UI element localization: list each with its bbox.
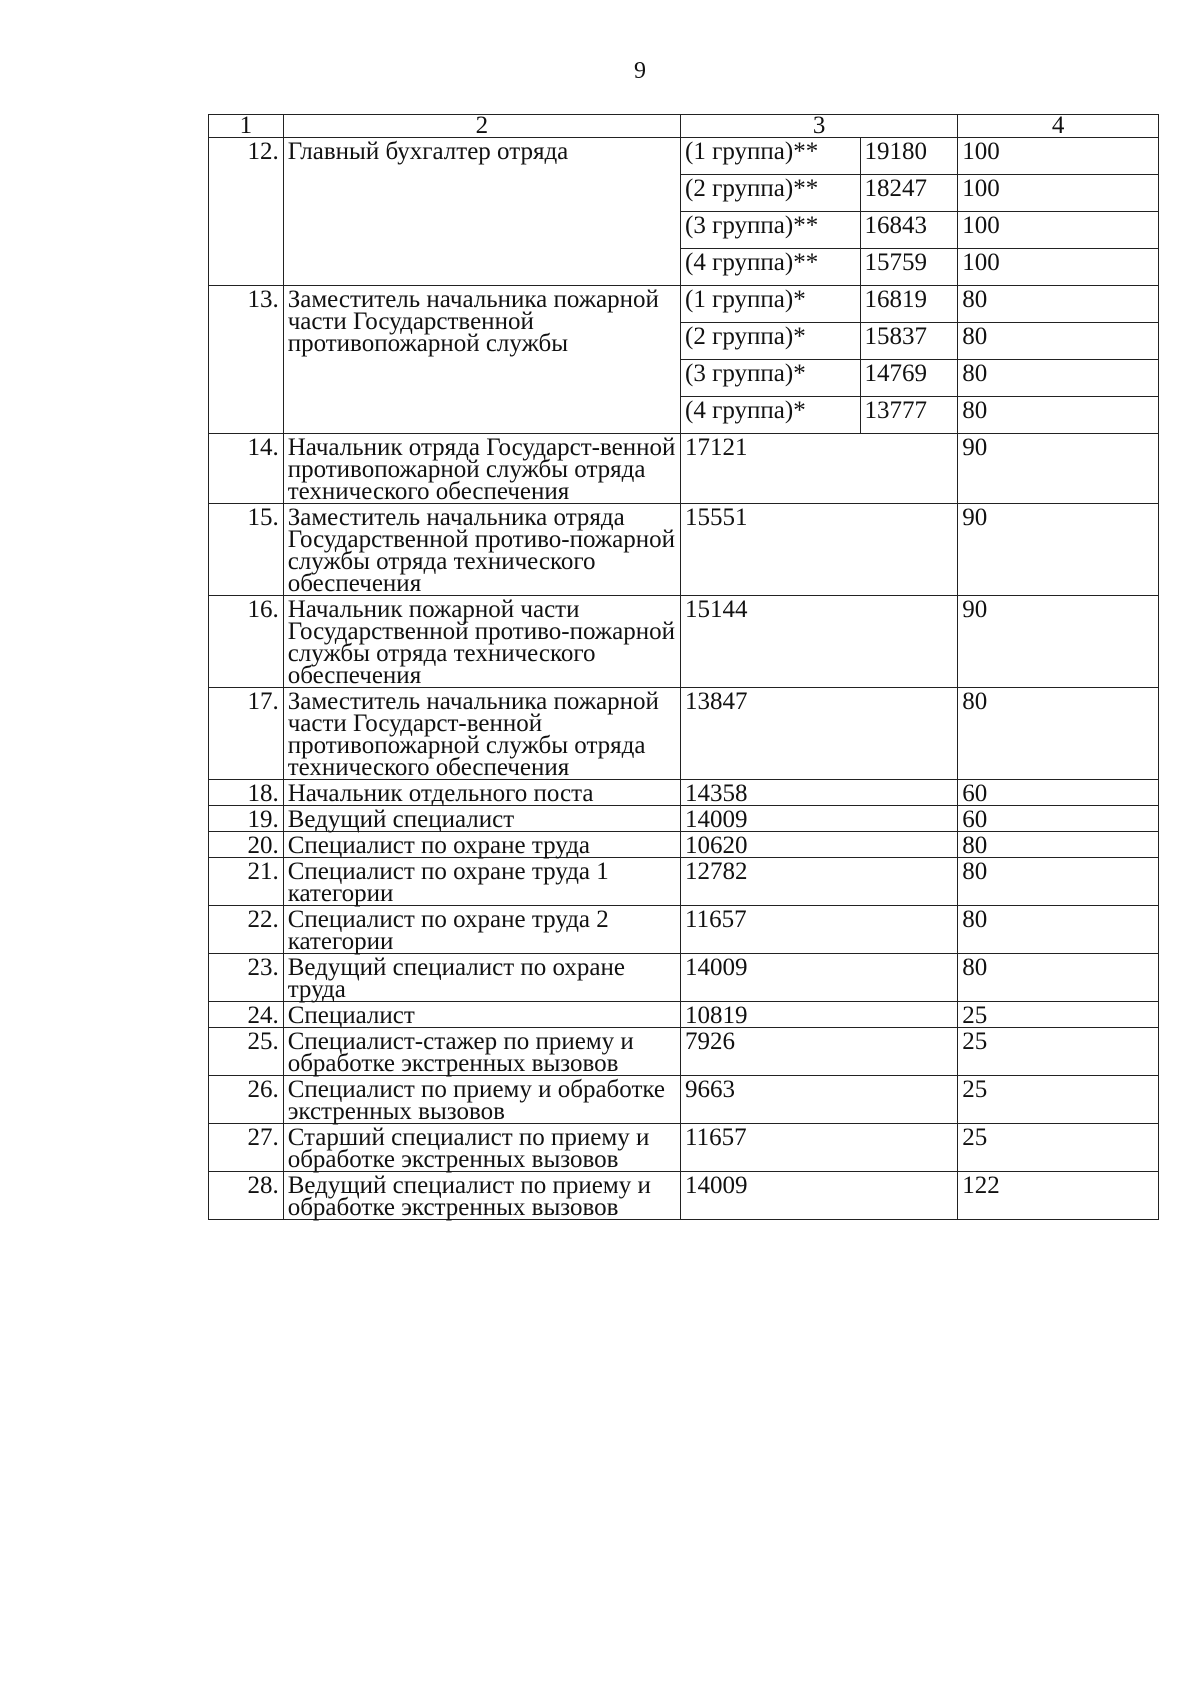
salary-value: 13777 (860, 397, 958, 434)
position-name: Специалист по приему и обработке экстренных вызовов (283, 1076, 680, 1124)
position-name: Старший специалист по приему и обработке экстренных вызовов (283, 1124, 680, 1172)
table-row (209, 906, 1159, 954)
row-number: 18. (209, 780, 284, 806)
position-name: Специалист по охране труда (283, 832, 680, 858)
position-name: Ведущий специалист по охране труда (283, 954, 680, 1002)
table-row (209, 858, 1159, 906)
rate-value: 60 (958, 806, 1159, 832)
table-header-row (209, 115, 1159, 138)
row-number: 17. (209, 688, 284, 780)
group-label: (2 группа)* (681, 323, 860, 360)
group-label: (4 группа)** (681, 249, 860, 286)
row-number: 21. (209, 858, 284, 906)
row-number: 15. (209, 504, 284, 596)
salary-value: 11657 (681, 906, 958, 954)
rate-value: 80 (958, 954, 1159, 1002)
rate-value: 80 (958, 323, 1159, 360)
row-number: 28. (209, 1172, 284, 1220)
rate-value: 80 (958, 906, 1159, 954)
rate-value: 80 (958, 858, 1159, 906)
staff-salary-table (208, 114, 1159, 1220)
row-number: 12. (209, 138, 284, 286)
group-label: (4 группа)* (681, 397, 860, 434)
header-col-4: 4 (958, 115, 1159, 138)
rate-value: 100 (958, 212, 1159, 249)
salary-value: 18247 (860, 175, 958, 212)
salary-value: 9663 (681, 1076, 958, 1124)
row-number: 13. (209, 286, 284, 434)
table-row (209, 1002, 1159, 1028)
group-label: (1 группа)* (681, 286, 860, 323)
salary-value: 14009 (681, 806, 958, 832)
table-row (209, 780, 1159, 806)
salary-value: 12782 (681, 858, 958, 906)
group-label: (1 группа)** (681, 138, 860, 175)
salary-value: 11657 (681, 1124, 958, 1172)
table-row (209, 138, 1159, 175)
row-number: 24. (209, 1002, 284, 1028)
salary-value: 15837 (860, 323, 958, 360)
table-row (209, 1076, 1159, 1124)
row-number: 14. (209, 434, 284, 504)
rate-value: 90 (958, 504, 1159, 596)
position-name: Ведущий специалист (283, 806, 680, 832)
salary-value: 17121 (681, 434, 958, 504)
rate-value: 100 (958, 249, 1159, 286)
table-row (209, 832, 1159, 858)
row-number: 23. (209, 954, 284, 1002)
position-name: Заместитель начальника пожарной части Государст-венной противопожарной службы отряда технического обеспечения (283, 688, 680, 780)
header-col-1: 1 (209, 115, 284, 138)
table-row (209, 806, 1159, 832)
row-number: 20. (209, 832, 284, 858)
salary-value: 16819 (860, 286, 958, 323)
table-row (209, 1124, 1159, 1172)
rate-value: 25 (958, 1076, 1159, 1124)
rate-value: 80 (958, 360, 1159, 397)
salary-value: 13847 (681, 688, 958, 780)
salary-value: 16843 (860, 212, 958, 249)
position-name: Заместитель начальника пожарной части Государственной противопожарной службы (283, 286, 680, 434)
rate-value: 25 (958, 1028, 1159, 1076)
position-name: Специалист по охране труда 1 категории (283, 858, 680, 906)
rate-value: 25 (958, 1002, 1159, 1028)
table-row (209, 504, 1159, 596)
group-label: (3 группа)* (681, 360, 860, 397)
salary-value: 10819 (681, 1002, 958, 1028)
salary-value: 14358 (681, 780, 958, 806)
rate-value: 80 (958, 688, 1159, 780)
row-number: 27. (209, 1124, 284, 1172)
position-name: Ведущий специалист по приему и обработке экстренных вызовов (283, 1172, 680, 1220)
rate-value: 60 (958, 780, 1159, 806)
position-name: Начальник отряда Государст-венной противопожарной службы отряда технического обеспечения (283, 434, 680, 504)
table-row (209, 286, 1159, 323)
salary-value: 15759 (860, 249, 958, 286)
header-col-3: 3 (681, 115, 958, 138)
table-row (209, 1028, 1159, 1076)
rate-value: 80 (958, 397, 1159, 434)
rate-value: 100 (958, 175, 1159, 212)
rate-value: 122 (958, 1172, 1159, 1220)
salary-value: 14009 (681, 954, 958, 1002)
rate-value: 90 (958, 596, 1159, 688)
position-name: Главный бухгалтер отряда (283, 138, 680, 286)
row-number: 19. (209, 806, 284, 832)
row-number: 25. (209, 1028, 284, 1076)
row-number: 26. (209, 1076, 284, 1124)
rate-value: 90 (958, 434, 1159, 504)
group-label: (3 группа)** (681, 212, 860, 249)
position-name: Специалист по охране труда 2 категории (283, 906, 680, 954)
salary-value: 14009 (681, 1172, 958, 1220)
position-name: Начальник пожарной части Государственной противо-пожарной службы отряда технического обеспечения (283, 596, 680, 688)
table-row (209, 434, 1159, 504)
position-name: Заместитель начальника отряда Государственной противо-пожарной службы отряда технического обеспечения (283, 504, 680, 596)
table-row (209, 1172, 1159, 1220)
position-name: Специалист-стажер по приему и обработке экстренных вызовов (283, 1028, 680, 1076)
table-body (209, 138, 1159, 1220)
salary-value: 15551 (681, 504, 958, 596)
rate-value: 80 (958, 832, 1159, 858)
position-name: Начальник отдельного поста (283, 780, 680, 806)
salary-value: 14769 (860, 360, 958, 397)
header-col-2: 2 (283, 115, 680, 138)
table-row (209, 596, 1159, 688)
page-number: 9 (634, 58, 646, 84)
row-number: 16. (209, 596, 284, 688)
row-number: 22. (209, 906, 284, 954)
salary-value: 19180 (860, 138, 958, 175)
salary-value: 10620 (681, 832, 958, 858)
rate-value: 100 (958, 138, 1159, 175)
position-name: Специалист (283, 1002, 680, 1028)
rate-value: 80 (958, 286, 1159, 323)
table-row (209, 688, 1159, 780)
rate-value: 25 (958, 1124, 1159, 1172)
salary-value: 15144 (681, 596, 958, 688)
group-label: (2 группа)** (681, 175, 860, 212)
salary-value: 7926 (681, 1028, 958, 1076)
table-row (209, 954, 1159, 1002)
